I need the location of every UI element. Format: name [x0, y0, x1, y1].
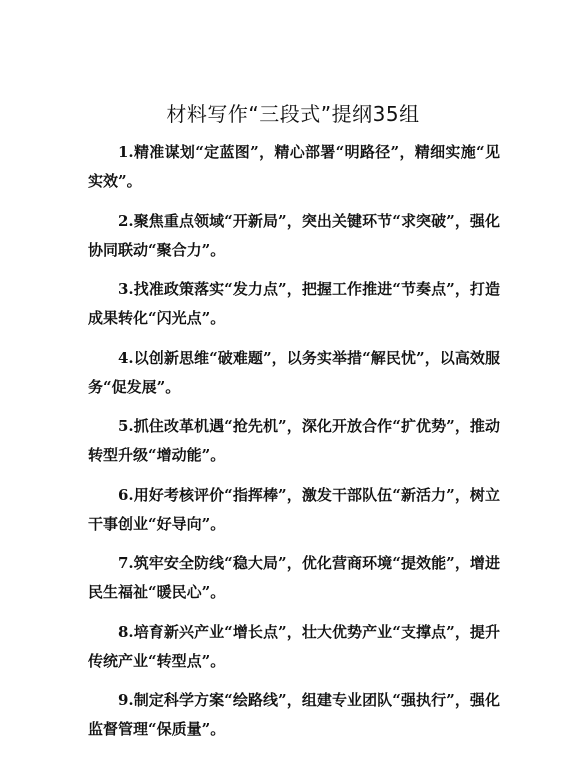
outline-item: 7.筑牢安全防线“稳大局”，优化营商环境“提效能”，增进民生福祉“暖民心”。: [88, 554, 500, 601]
outline-item: 4.以创新思维“破难题”，以务实举措“解民忧”，以高效服务“促发展”。: [88, 348, 500, 396]
outline-list: [88, 138, 500, 755]
document-title: 材料写作“三段式”提纲35组: [166, 102, 420, 126]
outline-item: 5.抓住改革机遇“抢先机”，深化开放合作“扩优势”，推动转型升级“增动能”。: [88, 417, 500, 464]
outline-item: 9.制定科学方案“绘路线”，组建专业团队“强执行”，强化监督管理“保质量”。: [88, 691, 500, 738]
outline-item: 8.培育新兴产业“增长点”，壮大优势产业“支撑点”，提升传统产业“转型点”。: [88, 622, 500, 670]
outline-item: 3.找准政策落实“发力点”，把握工作推进“节奏点”，打造成果转化“闪光点”。: [88, 280, 500, 327]
outline-item: 2.聚焦重点领域“开新局”，突出关键环节“求突破”，强化协同联动“聚合力”。: [88, 211, 500, 259]
outline-item: 6.用好考核评价“指挥棒”，激发干部队伍“新活力”，树立干事创业“好导向”。: [88, 485, 500, 533]
outline-item: 1.精准谋划“定蓝图”，精心部署“明路径”，精细实施“见实效”。: [88, 143, 500, 190]
